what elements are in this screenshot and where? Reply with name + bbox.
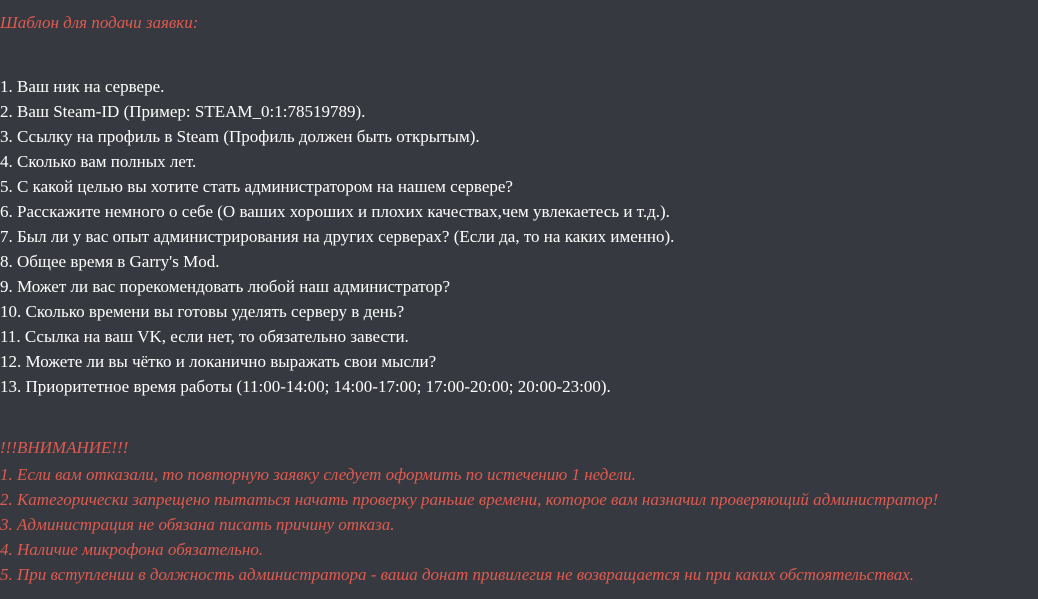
- requirement-item: 11. Ссылка на ваш VK, если нет, то обязательно завести.: [0, 327, 409, 346]
- requirement-item: 3. Ссылку на профиль в Steam (Профиль должен быть открытым).: [0, 127, 480, 146]
- requirement-item: 4. Сколько вам полных лет.: [0, 152, 197, 171]
- requirement-item: 1. Ваш ник на сервере.: [0, 77, 165, 96]
- requirement-item: 6. Расскажите немного о себе (О ваших хороших и плохих качествах,чем увлекаетесь и т.д.).: [0, 202, 670, 221]
- warning-item: 3. Администрация не обязана писать причину отказа.: [0, 515, 395, 534]
- warning-title: !!!ВНИМАНИЕ!!!: [0, 438, 129, 457]
- warning-item: 4. Наличие микрофона обязательно.: [0, 540, 264, 559]
- template-title: Шаблон для подачи заявки:: [0, 13, 199, 32]
- requirement-item: 7. Был ли у вас опыт администрирования на других серверах? (Если да, то на каких именно).: [0, 227, 675, 246]
- requirement-item: 9. Может ли вас порекомендовать любой наш администратор?: [0, 277, 451, 296]
- warning-item: 2. Категорически запрещено пытаться начать проверку раньше времени, которое вам назначил проверяющий администратор!: [0, 490, 939, 509]
- requirement-item: 5. С какой целью вы хотите стать администратором на нашем сервере?: [0, 177, 513, 196]
- warning-section: [0, 437, 938, 587]
- warning-item: 5. При вступлении в должность администратора - ваша донат привилегия не возвращается ни при каких обстоятельствах.: [0, 565, 915, 584]
- requirement-item: 12. Можете ли вы чётко и локанично выражать свои мысли?: [0, 352, 437, 371]
- requirement-item: 8. Общее время в Garry's Mod.: [0, 252, 220, 271]
- warning-list: [0, 462, 938, 587]
- requirement-item: 10. Сколько времени вы готовы уделять серверу в день?: [0, 302, 405, 321]
- warning-item: 1. Если вам отказали, то повторную заявку следует оформить по истечению 1 недели.: [0, 465, 636, 484]
- requirement-item: 2. Ваш Steam-ID (Пример: STEAM_0:1:78519789).: [0, 102, 366, 121]
- requirement-item: 13. Приоритетное время работы (11:00-14:00; 14:00-17:00; 17:00-20:00; 20:00-23:00).: [0, 377, 611, 396]
- requirements-list: [0, 74, 674, 399]
